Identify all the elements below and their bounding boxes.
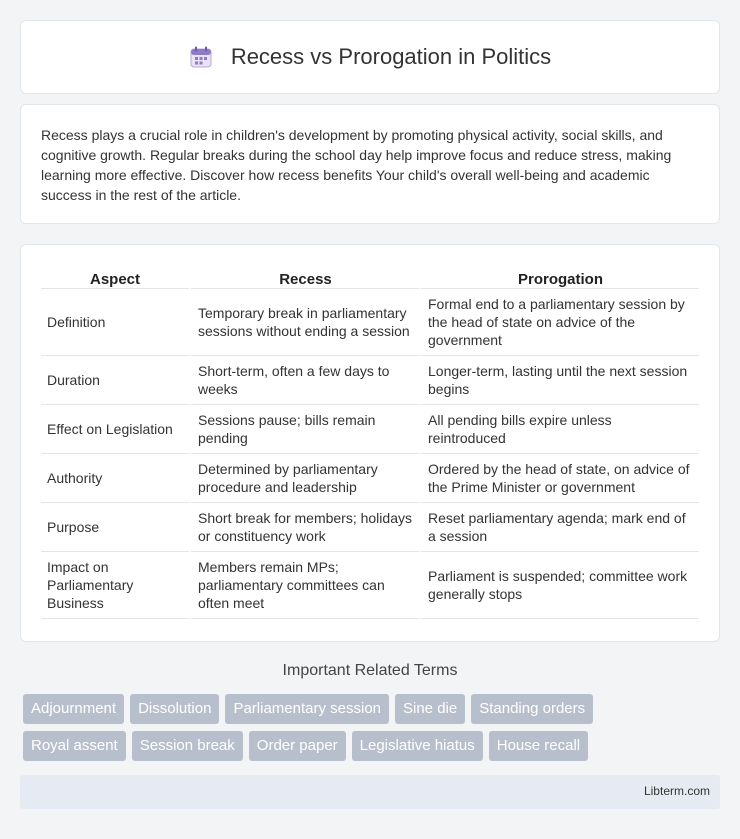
table-cell: Authority [41,454,189,503]
table-cell: Impact on Parliamentary Business [41,552,189,619]
table-header-row [41,263,699,289]
comparison-table [41,263,699,619]
table-cell: Members remain MPs; parliamentary committees can often meet [189,552,419,619]
intro-text: Recess plays a crucial role in children's development by promoting physical activity, social skills, and cognitive growth. Regular breaks during the school day help improve focus and reduce stress, making learning more effective. Discover how recess benefits Your child's overall well-being and academic success in the rest of the article. [41,127,672,203]
tag-dissolution[interactable]: Dissolution [130,694,219,724]
tag-house-recall[interactable]: House recall [489,731,588,761]
table-cell: Formal end to a parliamentary session by the head of state on advice of the government [419,289,699,356]
intro-card [20,104,720,224]
footer [20,775,720,809]
header-prorogation: Prorogation [419,263,699,289]
header-aspect: Aspect [41,263,189,289]
header-card [20,20,720,94]
comparison-card [20,244,720,642]
page-title: Recess vs Prorogation in Politics [230,44,552,69]
table-row [41,289,699,356]
table-row [41,503,699,552]
table-row [41,405,699,454]
tag-parliamentary-session[interactable]: Parliamentary session [225,694,389,724]
table-row [41,356,699,405]
tag-row [23,694,723,724]
table-cell: All pending bills expire unless reintroduced [419,405,699,454]
tag-row [23,731,723,761]
tag-session-break[interactable]: Session break [132,731,243,761]
table-cell: Effect on Legislation [41,405,189,454]
tag-order-paper[interactable]: Order paper [249,731,346,761]
table-cell: Short-term, often a few days to weeks [189,356,419,405]
table-cell: Temporary break in parliamentary sessions without ending a session [189,289,419,356]
calendar-icon [189,45,213,69]
table-cell: Sessions pause; bills remain pending [189,405,419,454]
header [189,44,551,70]
footer-link[interactable]: Libterm.com [643,784,710,798]
table-row [41,454,699,503]
table-row [41,552,699,619]
table-cell: Determined by parliamentary procedure and leadership [189,454,419,503]
table-cell: Definition [41,289,189,356]
table-cell: Duration [41,356,189,405]
table-cell: Ordered by the head of state, on advice of the Prime Minister or government [419,454,699,503]
tag-adjournment[interactable]: Adjournment [23,694,124,724]
table-cell: Purpose [41,503,189,552]
table-cell: Longer-term, lasting until the next session begins [419,356,699,405]
header-recess: Recess [189,263,419,289]
table-cell: Short break for members; holidays or constituency work [189,503,419,552]
tag-sine-die[interactable]: Sine die [395,694,465,724]
table-cell: Reset parliamentary agenda; mark end of a session [419,503,699,552]
tag-royal-assent[interactable]: Royal assent [23,731,126,761]
tag-standing-orders[interactable]: Standing orders [471,694,593,724]
tag-legislative-hiatus[interactable]: Legislative hiatus [352,731,483,761]
table-cell: Parliament is suspended; committee work generally stops [419,552,699,619]
related-terms-title: Important Related Terms [282,662,458,679]
related-terms [23,694,723,768]
